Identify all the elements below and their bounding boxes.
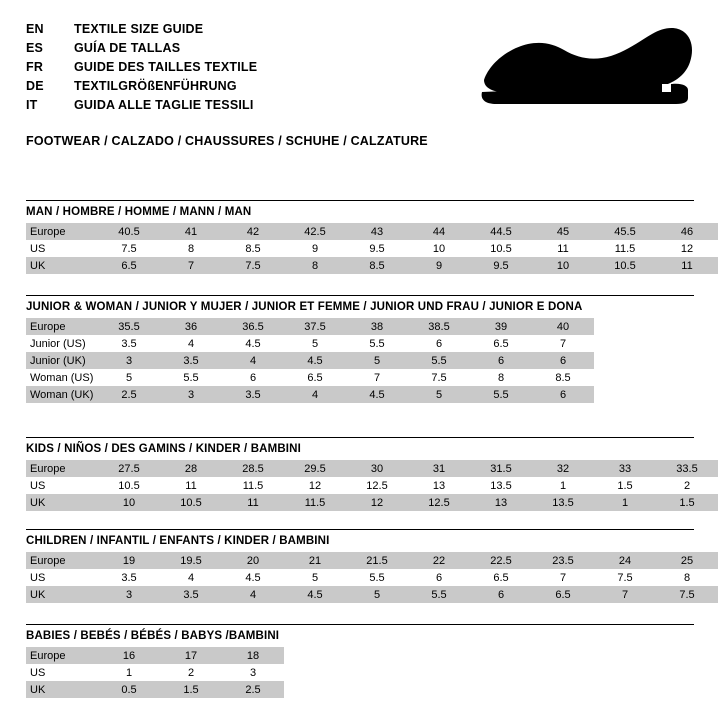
size-cell: 42 — [222, 223, 284, 240]
size-cell: 12 — [346, 494, 408, 511]
size-cell: 5 — [98, 369, 160, 386]
size-cell: 3 — [98, 586, 160, 603]
row-label: UK — [26, 586, 98, 603]
size-table — [26, 647, 284, 698]
size-cell: 9 — [284, 240, 346, 257]
size-cell: 13 — [470, 494, 532, 511]
size-cell: 10 — [532, 257, 594, 274]
size-table-section — [26, 437, 698, 511]
size-cell: 4.5 — [284, 586, 346, 603]
size-cell: 25 — [656, 552, 718, 569]
size-cell: 3 — [222, 664, 284, 681]
size-cell: 8 — [160, 240, 222, 257]
size-cell: 6.5 — [470, 569, 532, 586]
size-cell: 3 — [98, 352, 160, 369]
size-cell: 11.5 — [222, 477, 284, 494]
size-cell: 42.5 — [284, 223, 346, 240]
size-table — [26, 223, 718, 274]
size-cell: 7.5 — [594, 569, 656, 586]
size-cell: 6.5 — [532, 586, 594, 603]
size-cell: 5.5 — [408, 352, 470, 369]
table-row — [26, 681, 284, 698]
table-row — [26, 460, 718, 477]
row-label: Woman (US) — [26, 369, 98, 386]
size-cell: 1 — [532, 477, 594, 494]
size-cell: 9.5 — [346, 240, 408, 257]
size-cell: 5.5 — [470, 386, 532, 403]
size-cell: 36.5 — [222, 318, 284, 335]
size-cell: 7.5 — [656, 586, 718, 603]
row-label: UK — [26, 257, 98, 274]
size-cell: 28 — [160, 460, 222, 477]
size-cell: 4 — [222, 352, 284, 369]
size-cell: 5 — [346, 352, 408, 369]
language-code: ES — [26, 41, 44, 55]
language-code: FR — [26, 60, 44, 74]
size-cell: 37.5 — [284, 318, 346, 335]
section-title: JUNIOR & WOMAN / JUNIOR Y MUJER / JUNIOR ET FEMME / JUNIOR UND FRAU / JUNIOR E DONA — [26, 301, 583, 313]
size-cell: 6 — [408, 569, 470, 586]
size-cell: 27.5 — [98, 460, 160, 477]
size-cell: 2 — [160, 664, 222, 681]
size-cell: 7 — [532, 569, 594, 586]
table-row — [26, 369, 594, 386]
language-code: EN — [26, 22, 44, 36]
size-cell: 10.5 — [594, 257, 656, 274]
size-cell: 6.5 — [98, 257, 160, 274]
size-cell: 6.5 — [284, 369, 346, 386]
size-cell: 8.5 — [532, 369, 594, 386]
row-label: UK — [26, 494, 98, 511]
size-cell: 1.5 — [160, 681, 222, 698]
size-cell: 2.5 — [222, 681, 284, 698]
row-label: US — [26, 477, 98, 494]
size-cell: 43 — [346, 223, 408, 240]
size-cell: 5 — [346, 586, 408, 603]
size-cell: 19 — [98, 552, 160, 569]
size-cell: 2 — [656, 477, 718, 494]
section-divider — [26, 437, 694, 438]
size-cell: 17 — [160, 647, 222, 664]
size-cell: 6 — [532, 352, 594, 369]
row-label: US — [26, 240, 98, 257]
size-table-section — [26, 200, 694, 274]
table-row — [26, 569, 718, 586]
size-cell: 6.5 — [470, 335, 532, 352]
size-cell: 31 — [408, 460, 470, 477]
size-cell: 7 — [346, 369, 408, 386]
size-cell: 18 — [222, 647, 284, 664]
row-label: US — [26, 664, 98, 681]
size-cell: 11.5 — [594, 240, 656, 257]
category-line: FOOTWEAR / CALZADO / CHAUSSURES / SCHUHE / CALZATURE — [26, 134, 428, 148]
size-cell: 44.5 — [470, 223, 532, 240]
section-divider — [26, 295, 694, 296]
table-row — [26, 257, 718, 274]
size-cell: 3.5 — [160, 586, 222, 603]
table-row — [26, 494, 718, 511]
size-cell: 4 — [160, 335, 222, 352]
size-cell: 8.5 — [346, 257, 408, 274]
size-cell: 13.5 — [470, 477, 532, 494]
size-cell: 44 — [408, 223, 470, 240]
size-cell: 22.5 — [470, 552, 532, 569]
language-title: TEXTILGRÖßENFÜHRUNG — [74, 79, 237, 93]
size-cell: 7.5 — [408, 369, 470, 386]
size-cell: 1 — [98, 664, 160, 681]
size-cell: 10.5 — [160, 494, 222, 511]
dress-shoe-icon — [476, 18, 706, 118]
language-title: GUIDA ALLE TAGLIE TESSILI — [74, 98, 254, 112]
size-cell: 11 — [160, 477, 222, 494]
row-label: Junior (UK) — [26, 352, 98, 369]
size-cell: 4.5 — [284, 352, 346, 369]
size-cell: 36 — [160, 318, 222, 335]
row-label: Europe — [26, 318, 98, 335]
size-cell: 13 — [408, 477, 470, 494]
size-cell: 6 — [532, 386, 594, 403]
table-row — [26, 647, 284, 664]
table-row — [26, 318, 594, 335]
size-cell: 3.5 — [222, 386, 284, 403]
size-cell: 38.5 — [408, 318, 470, 335]
size-table — [26, 552, 718, 603]
size-cell: 21.5 — [346, 552, 408, 569]
size-cell: 3.5 — [98, 569, 160, 586]
row-label: Europe — [26, 223, 98, 240]
size-cell: 31.5 — [470, 460, 532, 477]
size-cell: 7 — [594, 586, 656, 603]
size-cell: 4.5 — [222, 335, 284, 352]
size-cell: 21 — [284, 552, 346, 569]
table-row — [26, 223, 718, 240]
size-cell: 1.5 — [594, 477, 656, 494]
section-title: BABIES / BEBÉS / BÉBÉS / BABYS /BAMBINI — [26, 630, 280, 642]
size-cell: 8 — [284, 257, 346, 274]
size-cell: 40 — [532, 318, 594, 335]
size-cell: 0.5 — [98, 681, 160, 698]
size-cell: 33.5 — [656, 460, 718, 477]
size-table — [26, 318, 594, 403]
size-cell: 32 — [532, 460, 594, 477]
row-label: Junior (US) — [26, 335, 98, 352]
size-cell: 11.5 — [284, 494, 346, 511]
size-cell: 45.5 — [594, 223, 656, 240]
size-cell: 12 — [656, 240, 718, 257]
size-cell: 5.5 — [346, 569, 408, 586]
section-title: CHILDREN / INFANTIL / ENFANTS / KINDER / BAMBINI — [26, 535, 330, 547]
language-code: DE — [26, 79, 44, 93]
size-cell: 35.5 — [98, 318, 160, 335]
section-title: KIDS / NIÑOS / DES GAMINS / KINDER / BAMBINI — [26, 443, 301, 455]
size-cell: 38 — [346, 318, 408, 335]
size-cell: 4.5 — [346, 386, 408, 403]
size-cell: 24 — [594, 552, 656, 569]
size-cell: 10 — [408, 240, 470, 257]
size-cell: 4 — [284, 386, 346, 403]
size-cell: 9 — [408, 257, 470, 274]
size-cell: 20 — [222, 552, 284, 569]
table-row — [26, 386, 594, 403]
size-cell: 16 — [98, 647, 160, 664]
size-cell: 13.5 — [532, 494, 594, 511]
size-cell: 11 — [532, 240, 594, 257]
size-table-section — [26, 624, 694, 698]
language-title: GUIDE DES TAILLES TEXTILE — [74, 60, 258, 74]
size-cell: 11 — [656, 257, 718, 274]
row-label: Woman (UK) — [26, 386, 98, 403]
section-divider — [26, 624, 694, 625]
row-label: Europe — [26, 647, 98, 664]
size-cell: 8 — [470, 369, 532, 386]
table-row — [26, 552, 718, 569]
size-cell: 12 — [284, 477, 346, 494]
size-cell: 10.5 — [470, 240, 532, 257]
size-cell: 3 — [160, 386, 222, 403]
size-cell: 6 — [222, 369, 284, 386]
size-cell: 1 — [594, 494, 656, 511]
row-label: US — [26, 569, 98, 586]
size-cell: 45 — [532, 223, 594, 240]
size-cell: 28.5 — [222, 460, 284, 477]
row-label: UK — [26, 681, 98, 698]
size-cell: 6 — [470, 586, 532, 603]
size-cell: 3.5 — [160, 352, 222, 369]
size-cell: 5 — [408, 386, 470, 403]
size-cell: 29.5 — [284, 460, 346, 477]
size-cell: 22 — [408, 552, 470, 569]
size-cell: 7.5 — [222, 257, 284, 274]
size-cell: 23.5 — [532, 552, 594, 569]
size-cell: 5.5 — [346, 335, 408, 352]
size-cell: 7.5 — [98, 240, 160, 257]
size-cell: 6 — [470, 352, 532, 369]
table-row — [26, 335, 594, 352]
size-cell: 1.5 — [656, 494, 718, 511]
size-cell: 19.5 — [160, 552, 222, 569]
table-row — [26, 240, 718, 257]
size-cell: 6 — [408, 335, 470, 352]
size-table-section — [26, 295, 694, 403]
table-row — [26, 586, 718, 603]
section-divider — [26, 529, 694, 530]
size-cell: 9.5 — [470, 257, 532, 274]
size-cell: 33 — [594, 460, 656, 477]
size-cell: 4.5 — [222, 569, 284, 586]
size-cell: 2.5 — [98, 386, 160, 403]
size-cell: 10.5 — [98, 477, 160, 494]
table-row — [26, 477, 718, 494]
language-title: TEXTILE SIZE GUIDE — [74, 22, 204, 36]
language-title: GUÍA DE TALLAS — [74, 41, 181, 55]
size-cell: 8 — [656, 569, 718, 586]
size-cell: 5 — [284, 335, 346, 352]
row-label: Europe — [26, 552, 98, 569]
size-cell: 7 — [160, 257, 222, 274]
table-row — [26, 352, 594, 369]
size-cell: 5 — [284, 569, 346, 586]
size-cell: 4 — [222, 586, 284, 603]
size-cell: 39 — [470, 318, 532, 335]
size-cell: 5.5 — [160, 369, 222, 386]
language-code: IT — [26, 98, 38, 112]
size-cell: 11 — [222, 494, 284, 511]
size-cell: 46 — [656, 223, 718, 240]
size-table-section — [26, 529, 694, 603]
size-cell: 10 — [98, 494, 160, 511]
table-row — [26, 664, 284, 681]
size-cell: 8.5 — [222, 240, 284, 257]
size-table — [26, 460, 718, 511]
section-divider — [26, 200, 694, 201]
section-title: MAN / HOMBRE / HOMME / MANN / MAN — [26, 206, 252, 218]
size-cell: 12.5 — [346, 477, 408, 494]
size-cell: 3.5 — [98, 335, 160, 352]
size-cell: 40.5 — [98, 223, 160, 240]
size-cell: 41 — [160, 223, 222, 240]
size-cell: 7 — [532, 335, 594, 352]
row-label: Europe — [26, 460, 98, 477]
size-cell: 4 — [160, 569, 222, 586]
size-cell: 30 — [346, 460, 408, 477]
size-cell: 5.5 — [408, 586, 470, 603]
size-cell: 12.5 — [408, 494, 470, 511]
